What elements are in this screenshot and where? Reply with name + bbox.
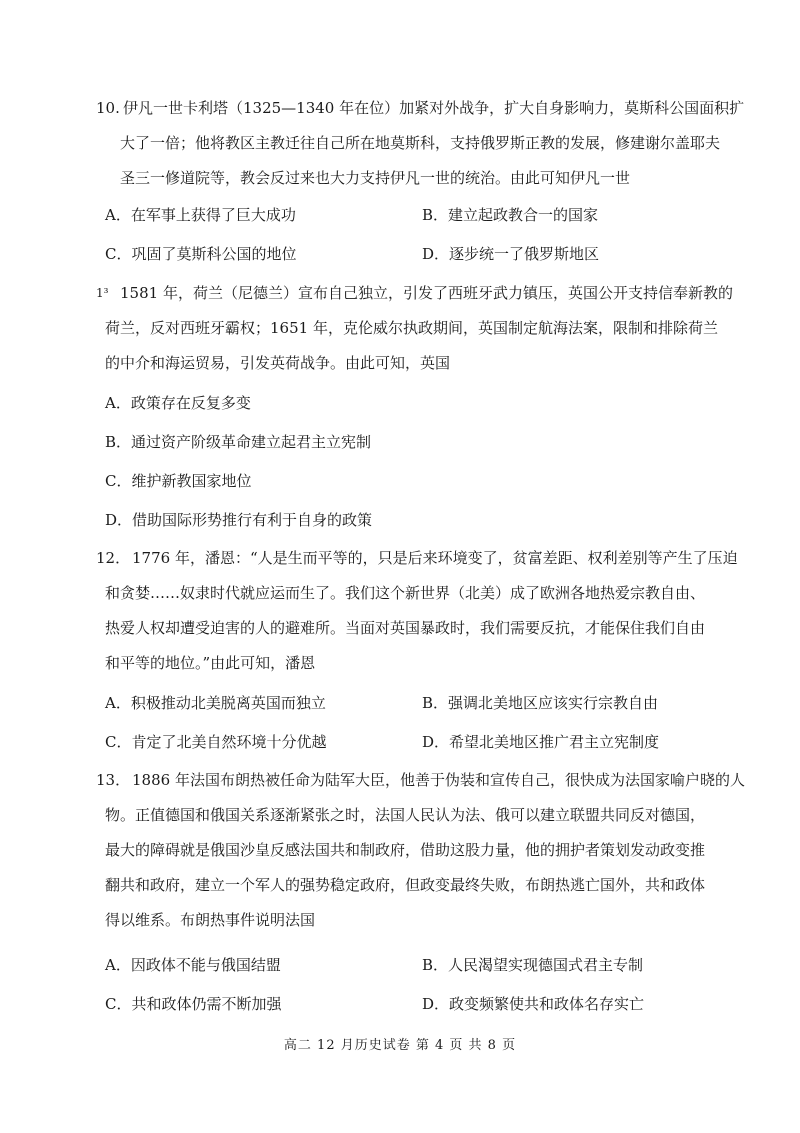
question-text-line: 得以维系。布朗热事件说明法国 [105, 911, 316, 929]
option-c[interactable]: C．维护新教国家地位 [105, 472, 252, 490]
option-d[interactable]: D．希望北美地区推广君主立宪制度 [422, 733, 660, 751]
option-a[interactable]: A．因政体不能与俄国结盟 [105, 956, 281, 974]
question-text-line: 圣三一修道院等，教会反过来也大力支持伊凡一世的统治。由此可知伊凡一世 [120, 169, 631, 187]
question-number: 10. [96, 99, 120, 117]
option-b[interactable]: B．人民渴望实现德国式君主专制 [422, 956, 644, 974]
question-text-line: 和平等的地位。”由此可知，潘恩 [105, 654, 316, 672]
option-d[interactable]: D．逐步统一了俄罗斯地区 [422, 245, 600, 263]
question-text-line: 热爱人权却遭受迫害的人的避难所。当面对英国暴政时，我们需要反抗，才能保住我们自由 [105, 619, 706, 637]
question-text-line: 最大的障碍就是俄国沙皇反感法国共和制政府，借助这股力量，他的拥护者策划发动政变推 [105, 841, 706, 859]
question-text-line: 1776 年，潘恩：“人是生而平等的，只是后来环境变了，贫富差距、权利差别等产生了压迫 [132, 549, 738, 567]
option-a[interactable]: A．积极推动北美脱离英国而独立 [105, 694, 326, 712]
option-b[interactable]: B．建立起政教合一的国家 [422, 206, 599, 224]
question-text-line: 伊凡一世卡利塔（1325—1340 年在位）加紧对外战争，扩大自身影响力，莫斯科公国面积扩 [123, 99, 745, 117]
option-c[interactable]: C．共和政体仍需不断加强 [105, 995, 282, 1013]
option-d[interactable]: D．借助国际形势推行有利于自身的政策 [105, 511, 373, 529]
option-a[interactable]: A．在军事上获得了巨大成功 [105, 206, 296, 224]
question-number: 13． [96, 771, 131, 789]
page-footer: 高二 12 月历史试卷 第 4 页 共 8 页 [283, 1038, 517, 1053]
question-text-line: 1581 年，荷兰（尼德兰）宣布自己独立，引发了西班牙武力镇压，英国公开支持信奉新教的 [120, 284, 733, 302]
option-b[interactable]: B．强调北美地区应该实行宗教自由 [422, 694, 659, 712]
question-text-line: 物。正值德国和俄国关系逐渐紧张之时，法国人民认为法、俄可以建立联盟共同反对德国， [105, 806, 706, 824]
option-a[interactable]: A．政策存在反复多变 [105, 394, 251, 412]
question-text-line: 1886 年法国布朗热被任命为陆军大臣，他善于伪装和宣传自己，很快成为法国家喻户晓的人 [132, 771, 745, 789]
question-text-line: 大了一倍；他将教区主教迁往自己所在地莫斯科，支持俄罗斯正教的发展，修建谢尔盖耶夫 [120, 134, 721, 152]
question-text-line: 和贪婪……奴隶时代就应运而生了。我们这个新世界（北美）成了欧洲各地热爱宗教自由、 [105, 584, 706, 602]
question-number: 12． [96, 549, 131, 567]
option-d[interactable]: D．政变频繁使共和政体名存实亡 [422, 995, 645, 1013]
question-number: 1³ [96, 286, 109, 300]
question-text-line: 荷兰，反对西班牙霸权；1651 年，克伦威尔执政期间，英国制定航海法案，限制和排除荷兰 [105, 319, 718, 337]
question-text-line: 翻共和政府，建立一个军人的强势稳定政府，但政变最终失败，布朗热逃亡国外，共和政体 [105, 876, 706, 894]
question-text-line: 的中介和海运贸易，引发英荷战争。由此可知，英国 [105, 354, 451, 372]
option-c[interactable]: C．肯定了北美自然环境十分优越 [105, 733, 327, 751]
option-b[interactable]: B．通过资产阶级革命建立起君主立宪制 [105, 433, 372, 451]
option-c[interactable]: C．巩固了莫斯科公国的地位 [105, 245, 297, 263]
